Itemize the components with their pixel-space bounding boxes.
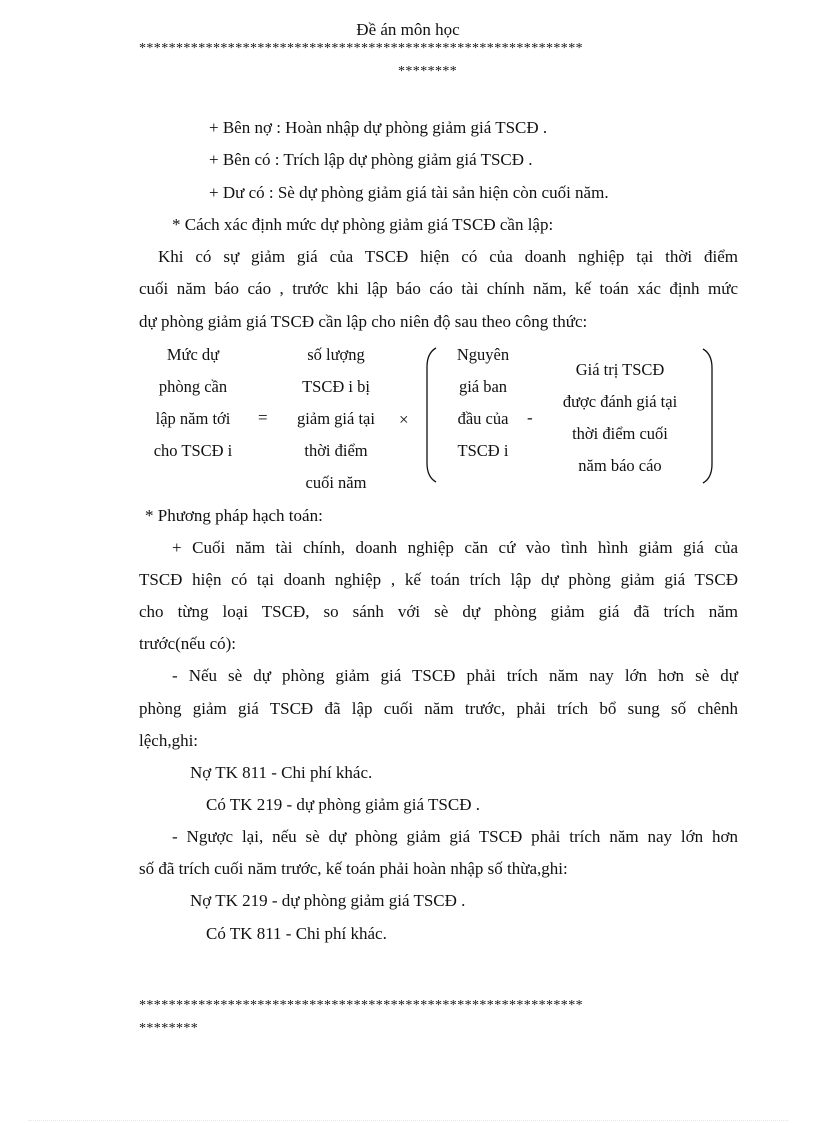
formula-text: được đánh giá tại xyxy=(562,392,678,411)
para2-line-2: phòng giảm giá TSCĐ đã lập cuối năm trước, phải trích bổ sung số chênh xyxy=(139,699,738,718)
entry2-credit: Có TK 811 - Chi phí khác. xyxy=(206,924,387,943)
formula-text: Nguyên xyxy=(456,345,510,364)
intro-line-2: cuối năm báo cáo , trước khi lập báo cáo tài chính năm, kế toán xác định mức xyxy=(139,279,738,298)
para3-line-1: - Ngược lại, nếu sè dự phòng giảm giá TSCĐ phải trích năm nay lớn hơn xyxy=(172,827,738,846)
footer-star-divider: ************************************************************ xyxy=(139,998,583,1013)
para1-line-2: TSCĐ hiện có tại doanh nghiệp , kế toán trích lập dự phòng giảm giá TSCĐ xyxy=(139,570,738,589)
formula-text: Mức dự xyxy=(166,345,220,364)
formula-text: giá ban xyxy=(458,377,508,396)
intro-line-1: Khi có sự giảm giá của TSCĐ hiện có của doanh nghiệp tại thời điểm xyxy=(158,247,738,266)
entry2-debit: Nợ TK 219 - dự phòng giảm giá TSCĐ . xyxy=(190,891,466,910)
formula-text: cho TSCĐ i xyxy=(153,441,233,460)
formula-minus-sign: - xyxy=(527,408,533,427)
formula-quantity-term xyxy=(276,339,396,499)
formula-text: cuối năm xyxy=(305,473,367,492)
formula-text: thời điểm cuối xyxy=(572,424,668,443)
formula-text: giảm giá tại xyxy=(297,409,375,428)
para1-line-3: cho từng loại TSCĐ, so sánh với sè dự phòng giảm giá đã trích năm xyxy=(139,602,738,621)
formula-equals-sign: = xyxy=(258,408,268,427)
formula-revalued-term xyxy=(540,354,700,482)
left-parenthesis-icon xyxy=(424,347,438,483)
para1-line-1: + Cuối năm tài chính, doanh nghiệp căn cứ vào tình hình giảm giá của xyxy=(172,538,738,557)
right-parenthesis-icon xyxy=(701,348,715,484)
formula-text: lập năm tới xyxy=(155,409,231,428)
page-header-title: Đề án môn học xyxy=(356,20,460,39)
formula-multiply-sign: × xyxy=(399,410,409,429)
formula-text: thời điểm xyxy=(304,441,368,460)
method-heading: * Cách xác định mức dự phòng giảm giá TSCĐ cần lập: xyxy=(172,215,554,234)
account-balance-item: + Dư có : Sè dự phòng giảm giá tài sản hiện còn cuối năm. xyxy=(209,183,609,202)
formula-text: TSCĐ i bị xyxy=(302,377,370,396)
entry1-debit: Nợ TK 811 - Chi phí khác. xyxy=(190,763,373,782)
formula-original-cost-term xyxy=(438,339,528,467)
para1-line-4: trước(nếu có): xyxy=(139,634,237,653)
header-star-divider: ************************************************************ xyxy=(139,41,583,56)
header-star-divider-continued: ******** xyxy=(398,64,458,79)
formula-text: năm báo cáo xyxy=(578,456,662,475)
page-bottom-border xyxy=(28,1120,788,1121)
account-debit-item: + Bên nợ : Hoàn nhập dự phòng giảm giá TSCĐ . xyxy=(209,118,548,137)
formula-text: phòng cần xyxy=(158,377,228,396)
formula-text: số lượng xyxy=(307,345,365,364)
accounting-method-heading: * Phương pháp hạch toán: xyxy=(145,506,323,525)
para2-line-3: lệch,ghi: xyxy=(139,731,199,750)
para2-line-1: - Nếu sè dự phòng giảm giá TSCĐ phải trích năm nay lớn hơn sè dự xyxy=(172,666,738,685)
formula-text: đầu của xyxy=(457,409,509,428)
formula-text: TSCĐ i xyxy=(457,441,509,460)
intro-line-3: dự phòng giảm giá TSCĐ cần lập cho niên độ sau theo công thức: xyxy=(139,312,588,331)
entry1-credit: Có TK 219 - dự phòng giảm giá TSCĐ . xyxy=(206,795,480,814)
formula-result-term xyxy=(138,339,248,467)
formula-text: Giá trị TSCĐ xyxy=(575,360,665,379)
account-credit-item: + Bên có : Trích lập dự phòng giảm giá TSCĐ . xyxy=(209,150,533,169)
footer-star-divider-continued: ******** xyxy=(139,1021,199,1036)
para3-line-2: số đã trích cuối năm trước, kế toán phải hoàn nhập số thừa,ghi: xyxy=(139,859,568,878)
